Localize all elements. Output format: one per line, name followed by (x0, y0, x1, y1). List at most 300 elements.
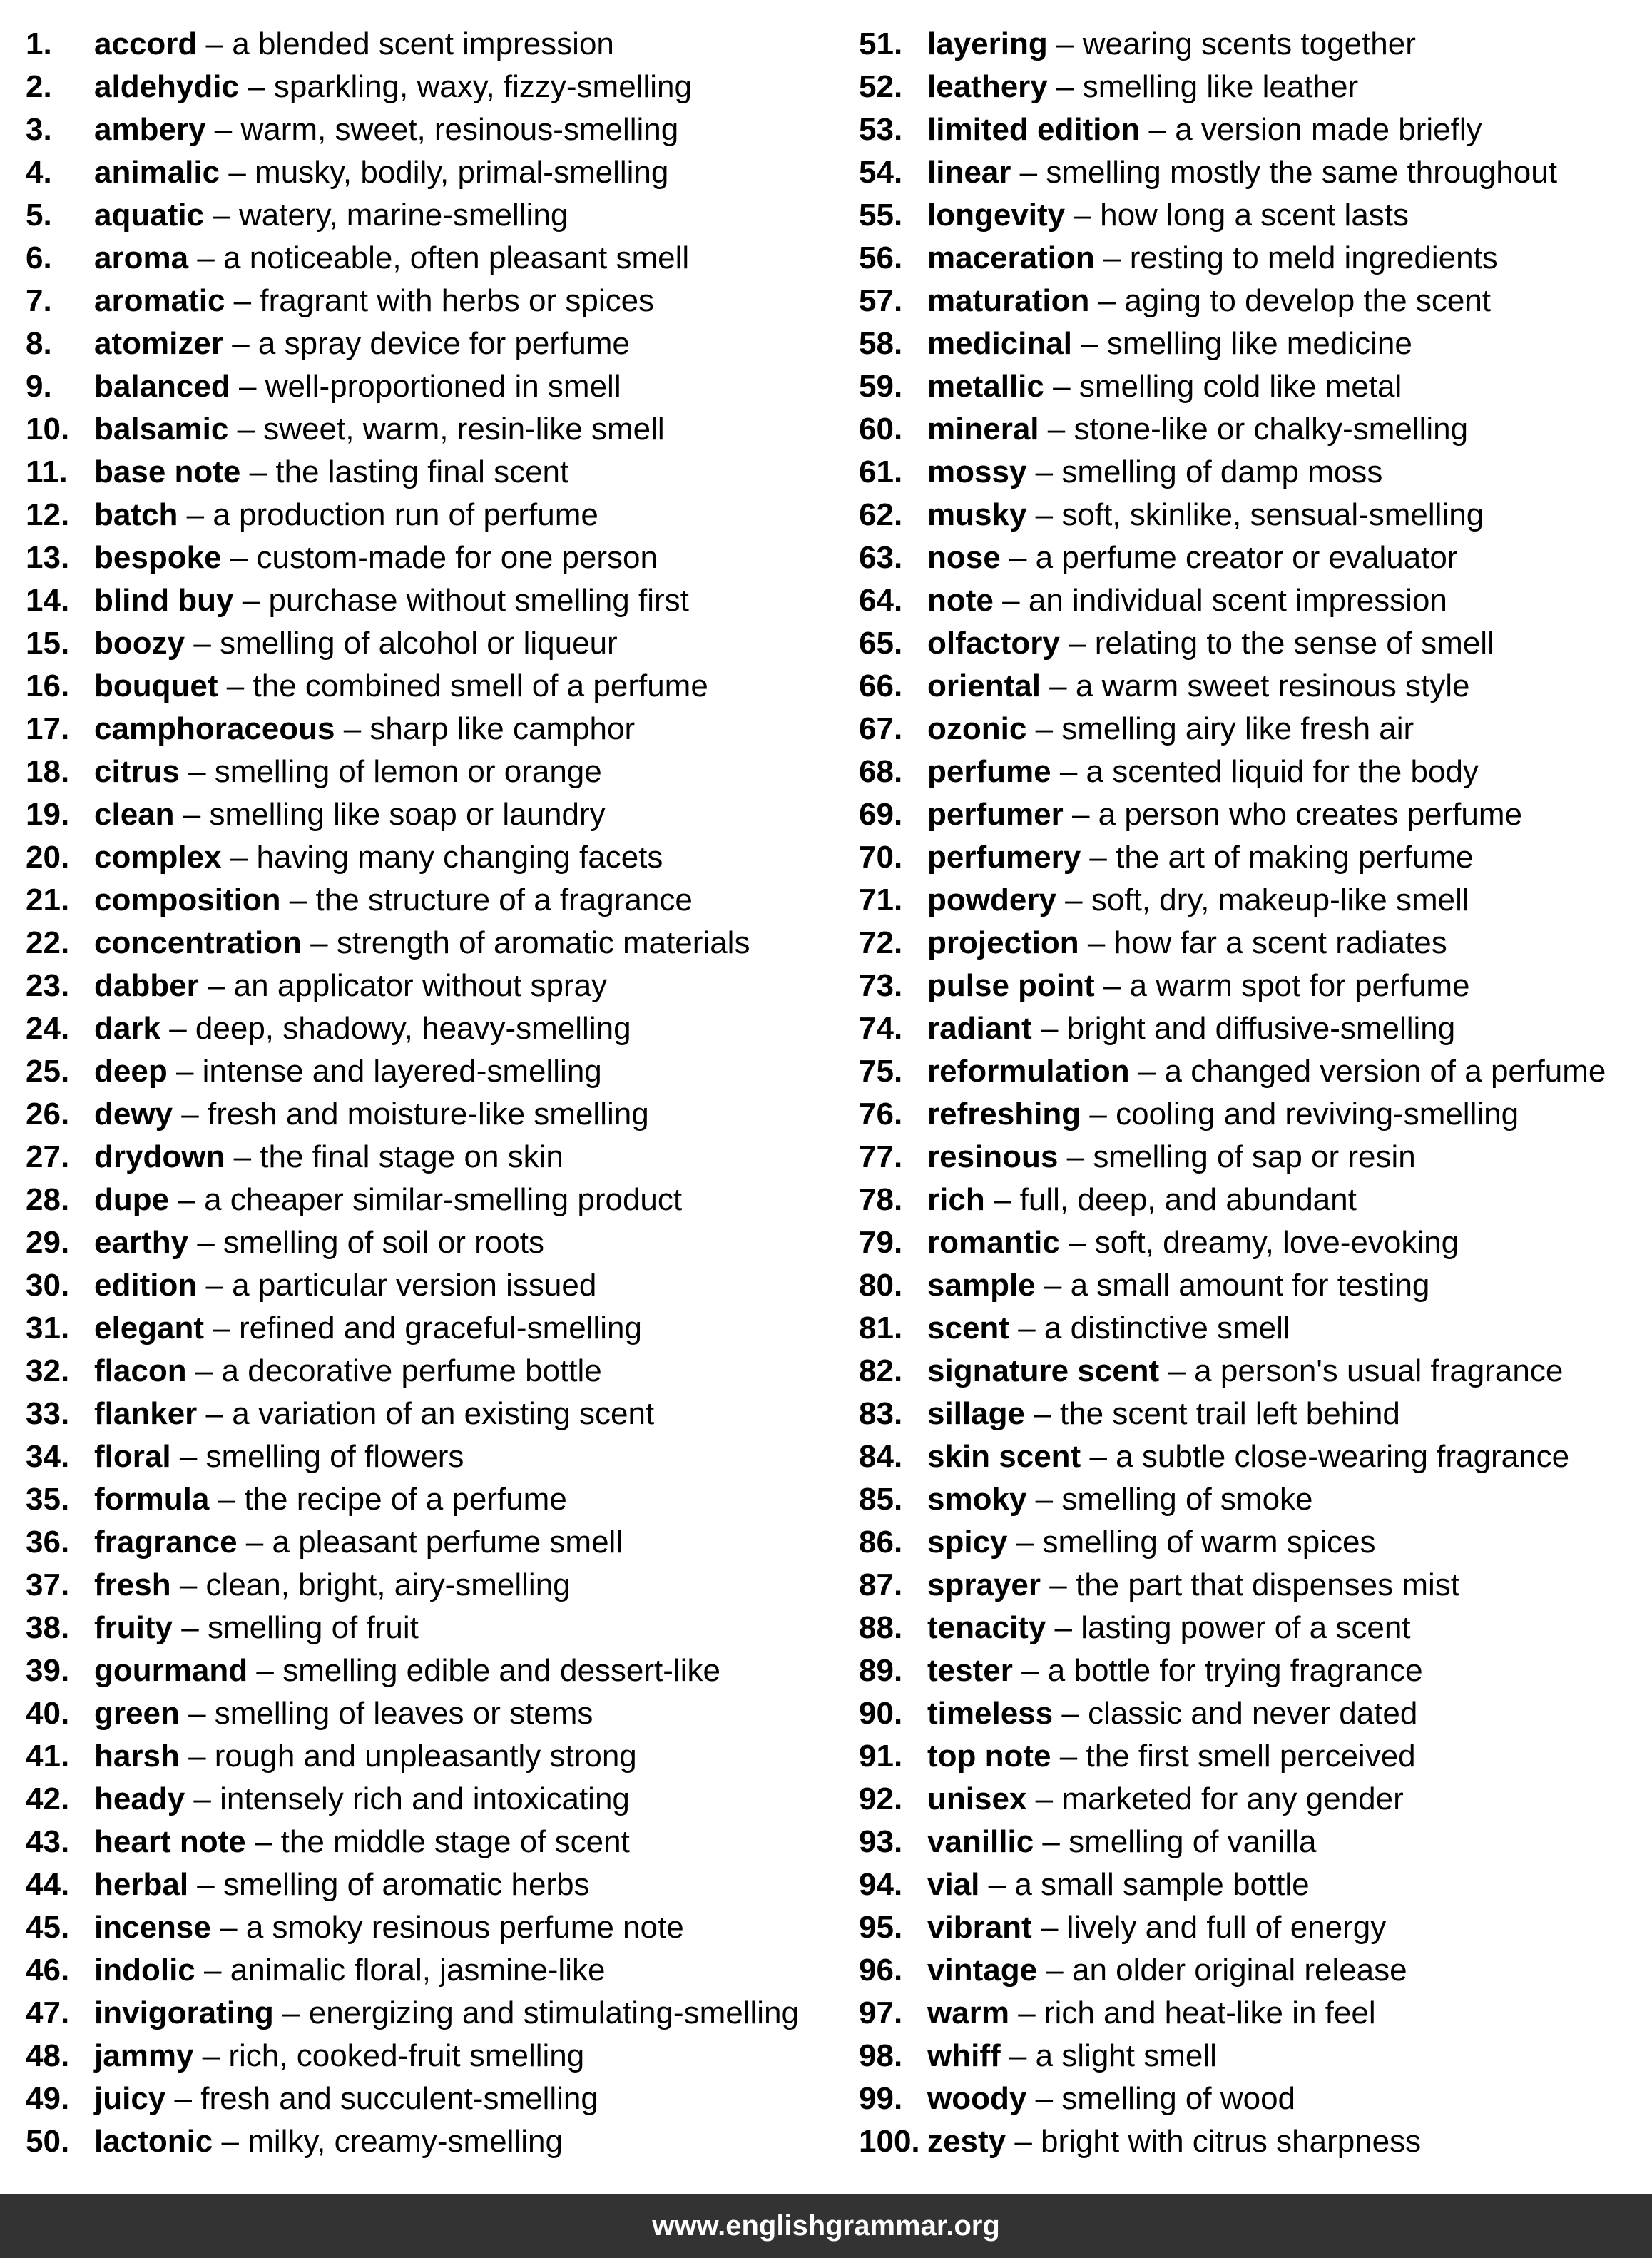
entry-separator: – (1002, 583, 1020, 618)
entry-definition: animalic floral, jasmine-like (230, 1953, 606, 1988)
entry-term: elegant (94, 1311, 205, 1346)
entry-number: 14. (26, 583, 70, 618)
entry-definition: energizing and stimulating-smelling (308, 1995, 799, 2030)
entry-separator: – (195, 1353, 213, 1388)
entry-number: 20. (26, 840, 70, 875)
entry-number: 94. (859, 1867, 903, 1902)
entry-separator: – (254, 1824, 272, 1859)
entry-definition: smelling of lemon or orange (214, 754, 602, 789)
entry-term: base note (94, 454, 241, 489)
entry-number: 55. (859, 198, 903, 233)
entry-definition: smelling of soil or roots (223, 1225, 544, 1260)
entry-term: skin scent (927, 1439, 1081, 1474)
vocabulary-entry (26, 1649, 832, 1692)
entry-definition: sharp like camphor (369, 711, 636, 746)
entry-term: mossy (927, 454, 1027, 489)
entry-term: dewy (94, 1097, 173, 1131)
vocabulary-entry (26, 622, 832, 665)
entry-definition: a distinctive smell (1044, 1311, 1290, 1346)
entry-number: 56. (859, 240, 903, 275)
entry-number: 38. (26, 1610, 70, 1645)
entry-separator: – (1035, 1482, 1054, 1517)
entry-definition: how far a scent radiates (1113, 925, 1447, 960)
entry-term: clean (94, 797, 175, 832)
vocabulary-entry (859, 965, 1651, 1007)
entry-term: tester (927, 1653, 1013, 1688)
entry-term: lactonic (94, 2124, 213, 2159)
vocabulary-entry (859, 708, 1651, 751)
entry-number: 9. (26, 369, 52, 404)
entry-separator: – (188, 1739, 206, 1774)
vocabulary-entry (26, 66, 832, 108)
vocabulary-entry (859, 408, 1651, 451)
vocabulary-entry (26, 1179, 832, 1221)
entry-separator: – (1014, 2124, 1032, 2159)
entry-term: mineral (927, 412, 1039, 447)
entry-number: 36. (26, 1525, 70, 1560)
entry-definition: a person who creates perfume (1098, 797, 1522, 832)
entry-term: accord (94, 26, 198, 61)
entry-definition: sparkling, waxy, fizzy-smelling (273, 69, 692, 104)
entry-separator: – (181, 1610, 199, 1645)
vocabulary-entry (26, 1050, 832, 1093)
entry-definition: smelling of smoke (1061, 1482, 1313, 1517)
entry-separator: – (213, 198, 230, 233)
entry-definition: smelling like soap or laundry (209, 797, 606, 832)
entry-term: unisex (927, 1781, 1027, 1816)
vocabulary-entry (26, 1264, 832, 1307)
vocabulary-entry (859, 1350, 1651, 1393)
vocabulary-entry (26, 1992, 832, 2035)
entry-term: balsamic (94, 412, 229, 447)
vocabulary-entry (859, 1692, 1651, 1735)
entry-definition: fresh and moisture-like smelling (208, 1097, 649, 1131)
entry-separator: – (1081, 326, 1098, 361)
entry-definition: an applicator without spray (233, 968, 608, 1003)
entry-number: 44. (26, 1867, 70, 1902)
entry-separator: – (1049, 668, 1067, 703)
entry-definition: the middle stage of scent (280, 1824, 630, 1859)
entry-definition: warm, sweet, resinous-smelling (240, 112, 679, 147)
entry-definition: clean, bright, airy-smelling (205, 1567, 571, 1602)
vocabulary-entry (859, 836, 1651, 879)
entry-term: maceration (927, 240, 1095, 275)
entry-term: herbal (94, 1867, 189, 1902)
entry-number: 75. (859, 1054, 903, 1089)
entry-definition: rough and unpleasantly strong (214, 1739, 637, 1774)
entry-term: boozy (94, 626, 185, 661)
vocabulary-entry (26, 922, 832, 965)
entry-definition: rich and heat-like in feel (1044, 1995, 1376, 2030)
entry-definition: smelling of flowers (205, 1439, 464, 1474)
vocabulary-entry (26, 2035, 832, 2078)
entry-definition: strength of aromatic materials (336, 925, 750, 960)
vocabulary-entry (859, 1307, 1651, 1350)
entry-definition: smelling cold like metal (1079, 369, 1402, 404)
entry-separator: – (214, 112, 233, 147)
entry-definition: a small sample bottle (1014, 1867, 1310, 1902)
entry-separator: – (1018, 1995, 1036, 2030)
vocabulary-entry (26, 1692, 832, 1735)
vocabulary-entry (859, 194, 1651, 237)
entry-definition: fragrant with herbs or spices (260, 283, 655, 318)
entry-definition: purchase without smelling first (268, 583, 689, 618)
entry-definition: a bottle for trying fragrance (1047, 1653, 1423, 1688)
entry-number: 68. (859, 754, 903, 789)
entry-separator: – (1087, 925, 1106, 960)
entry-definition: a slight smell (1035, 2038, 1217, 2073)
entry-definition: marketed for any gender (1061, 1781, 1404, 1816)
vocabulary-entry (859, 1778, 1651, 1821)
entry-term: formula (94, 1482, 210, 1517)
entry-term: leathery (927, 69, 1048, 104)
vocabulary-entry (859, 2120, 1651, 2163)
entry-definition: a pleasant perfume smell (272, 1525, 623, 1560)
entry-definition: the part that dispenses mist (1075, 1567, 1460, 1602)
entry-definition: milky, creamy-smelling (248, 2124, 563, 2159)
entry-separator: – (1009, 2038, 1027, 2073)
entry-number: 49. (26, 2081, 70, 2116)
entry-number: 1. (26, 26, 52, 61)
entry-separator: – (204, 1953, 222, 1988)
entry-number: 23. (26, 968, 70, 1003)
entry-number: 10. (26, 412, 70, 447)
vocabulary-entry (26, 579, 832, 622)
vocabulary-entry (859, 1521, 1651, 1564)
vocabulary-entry (859, 1564, 1651, 1607)
vocabulary-entry (859, 66, 1651, 108)
vocabulary-entry (26, 451, 832, 494)
entry-term: scent (927, 1311, 1009, 1346)
entry-separator: – (1069, 626, 1086, 661)
vocabulary-entry (26, 1435, 832, 1478)
vocabulary-entry (26, 280, 832, 322)
vocabulary-entry (859, 1136, 1651, 1179)
vocabulary-column-right (859, 23, 1651, 2163)
entry-term: deep (94, 1054, 168, 1089)
entry-definition: smelling of alcohol or liqueur (220, 626, 618, 661)
vocabulary-entry (859, 1821, 1651, 1863)
entry-term: vintage (927, 1953, 1038, 1988)
vocabulary-entry (26, 237, 832, 280)
entry-separator: – (1138, 1054, 1156, 1089)
entry-separator: – (1049, 1567, 1067, 1602)
entry-term: fresh (94, 1567, 171, 1602)
entry-definition: soft, dry, makeup-like smell (1091, 883, 1469, 917)
vocabulary-entry (26, 1906, 832, 1949)
entry-definition: refined and graceful-smelling (239, 1311, 642, 1346)
entry-number: 45. (26, 1910, 70, 1945)
vocabulary-entry (26, 708, 832, 751)
entry-term: edition (94, 1268, 198, 1303)
entry-term: fruity (94, 1610, 173, 1645)
entry-separator: – (230, 540, 248, 575)
entry-separator: – (1089, 840, 1107, 875)
entry-separator: – (197, 1225, 215, 1260)
entry-term: radiant (927, 1011, 1032, 1046)
vocabulary-entry (859, 1264, 1651, 1307)
entry-number: 88. (859, 1610, 903, 1645)
entry-separator: – (256, 1653, 274, 1688)
entry-term: ozonic (927, 711, 1027, 746)
vocabulary-entry (859, 922, 1651, 965)
entry-term: complex (94, 840, 222, 875)
entry-definition: a warm spot for perfume (1129, 968, 1470, 1003)
entry-term: animalic (94, 155, 220, 190)
entry-definition: smelling like leather (1082, 69, 1359, 104)
vocabulary-entry (26, 1821, 832, 1863)
entry-number: 96. (859, 1953, 903, 1988)
entry-definition: a version made briefly (1175, 112, 1482, 147)
entry-number: 28. (26, 1182, 70, 1217)
vocabulary-entry (26, 194, 832, 237)
entry-definition: a noticeable, often pleasant smell (223, 240, 690, 275)
entry-separator: – (1074, 198, 1091, 233)
entry-number: 77. (859, 1139, 903, 1174)
entry-separator: – (310, 925, 328, 960)
entry-definition: sweet, warm, resin-like smell (263, 412, 665, 447)
entry-definition: an older original release (1072, 1953, 1407, 1988)
entry-definition: smelling of leaves or stems (214, 1696, 593, 1731)
entry-term: indolic (94, 1953, 195, 1988)
vocabulary-entry (26, 1735, 832, 1778)
entry-definition: watery, marine-smelling (239, 198, 568, 233)
entry-definition: an individual scent impression (1028, 583, 1447, 618)
entry-separator: – (1148, 112, 1166, 147)
entry-term: incense (94, 1910, 211, 1945)
vocabulary-entry (26, 1007, 832, 1050)
vocabulary-entry (859, 1478, 1651, 1521)
entry-number: 60. (859, 412, 903, 447)
entry-term: reformulation (927, 1054, 1130, 1089)
entry-separator: – (232, 326, 250, 361)
entry-separator: – (181, 1097, 199, 1131)
entry-number: 84. (859, 1439, 903, 1474)
entry-separator: – (230, 840, 248, 875)
entry-separator: – (1066, 1139, 1085, 1174)
vocabulary-entry (859, 536, 1651, 579)
entry-definition: classic and never dated (1088, 1696, 1418, 1731)
entry-number: 71. (859, 883, 903, 917)
entry-term: sample (927, 1268, 1036, 1303)
entry-separator: – (1059, 1739, 1078, 1774)
entry-number: 17. (26, 711, 70, 746)
entry-definition: the lasting final scent (275, 454, 569, 489)
entry-separator: – (1040, 1910, 1059, 1945)
entry-term: flacon (94, 1353, 187, 1388)
entry-definition: a production run of perfume (213, 497, 598, 532)
entry-separator: – (175, 1054, 194, 1089)
entry-definition: relating to the sense of smell (1094, 626, 1494, 661)
entry-term: perfumery (927, 840, 1081, 875)
entry-definition: a decorative perfume bottle (221, 1353, 602, 1388)
entry-number: 92. (859, 1781, 903, 1816)
vocabulary-entry (26, 751, 832, 793)
entry-number: 78. (859, 1182, 903, 1217)
entry-separator: – (1021, 1653, 1039, 1688)
entry-definition: the combined smell of a perfume (253, 668, 708, 703)
entry-term: concentration (94, 925, 302, 960)
vocabulary-entry (859, 1735, 1651, 1778)
entry-definition: stone-like or chalky-smelling (1074, 412, 1469, 447)
entry-definition: a particular version issued (232, 1268, 597, 1303)
entry-term: sprayer (927, 1567, 1041, 1602)
entry-separator: – (1168, 1353, 1186, 1388)
entry-number: 3. (26, 112, 52, 147)
entry-separator: – (213, 1311, 230, 1346)
entry-definition: full, deep, and abundant (1019, 1182, 1357, 1217)
entry-number: 41. (26, 1739, 70, 1774)
entry-separator: – (1056, 69, 1074, 104)
entry-number: 63. (859, 540, 903, 575)
entry-number: 53. (859, 112, 903, 147)
entry-definition: soft, skinlike, sensual-smelling (1061, 497, 1484, 532)
entry-separator: – (1089, 1097, 1107, 1131)
entry-separator: – (188, 1696, 206, 1731)
vocabulary-entry (859, 1221, 1651, 1264)
entry-number: 51. (859, 26, 903, 61)
entry-separator: – (1034, 1396, 1051, 1431)
entry-separator: – (1035, 711, 1054, 746)
entry-separator: – (1061, 1696, 1079, 1731)
entry-definition: the final stage on skin (260, 1139, 564, 1174)
entry-number: 26. (26, 1097, 70, 1131)
entry-separator: – (1035, 2081, 1054, 2116)
entry-term: floral (94, 1439, 171, 1474)
entry-definition: soft, dreamy, love-evoking (1094, 1225, 1459, 1260)
entry-term: top note (927, 1739, 1051, 1774)
entry-definition: smelling of fruit (207, 1610, 419, 1645)
entry-separator: – (205, 26, 224, 61)
entry-number: 90. (859, 1696, 903, 1731)
entry-separator: – (1056, 26, 1074, 61)
vocabulary-entry (26, 1863, 832, 1906)
entry-term: camphoraceous (94, 711, 335, 746)
entry-term: oriental (927, 668, 1041, 703)
entry-separator: – (193, 1781, 211, 1816)
vocabulary-entry (859, 322, 1651, 365)
entry-number: 73. (859, 968, 903, 1003)
vocabulary-entry (26, 2078, 832, 2120)
entry-number: 57. (859, 283, 903, 318)
entry-number: 5. (26, 198, 52, 233)
entry-term: limited edition (927, 112, 1141, 147)
entry-definition: smelling edible and dessert-like (282, 1653, 720, 1688)
entry-number: 30. (26, 1268, 70, 1303)
entry-term: dabber (94, 968, 199, 1003)
entry-number: 12. (26, 497, 70, 532)
entry-definition: a spray device for perfume (258, 326, 630, 361)
entry-separator: – (1065, 883, 1083, 917)
entry-number: 18. (26, 754, 70, 789)
vocabulary-entry (859, 2078, 1651, 2120)
entry-term: perfumer (927, 797, 1064, 832)
entry-number: 69. (859, 797, 903, 832)
entry-separator: – (238, 369, 257, 404)
entry-separator: – (183, 797, 201, 832)
entry-separator: – (202, 2038, 220, 2073)
entry-separator: – (174, 2081, 192, 2116)
entry-term: metallic (927, 369, 1044, 404)
entry-separator: – (218, 1482, 236, 1517)
entry-definition: resting to meld ingredients (1129, 240, 1498, 275)
entry-definition: smelling of wood (1061, 2081, 1296, 2116)
vocabulary-entry (26, 1607, 832, 1649)
entry-separator: – (1019, 155, 1038, 190)
entry-term: bouquet (94, 668, 218, 703)
entry-term: green (94, 1696, 180, 1731)
entry-definition: smelling of warm spices (1042, 1525, 1376, 1560)
entry-term: jammy (94, 2038, 194, 2073)
entry-separator: – (289, 883, 307, 917)
vocabulary-entry (26, 23, 832, 66)
entry-number: 25. (26, 1054, 70, 1089)
entry-term: linear (927, 155, 1011, 190)
entry-term: aromatic (94, 283, 225, 318)
footer-url[interactable]: www.englishgrammar.org (652, 2209, 1000, 2242)
vocabulary-entry (26, 365, 832, 408)
vocabulary-entry (26, 1350, 832, 1393)
entry-number: 86. (859, 1525, 903, 1560)
entry-separator: – (282, 1995, 300, 2030)
entry-number: 97. (859, 1995, 903, 2030)
vocabulary-entry (859, 579, 1651, 622)
entry-definition: smelling of aromatic herbs (223, 1867, 590, 1902)
entry-term: sillage (927, 1396, 1025, 1431)
entry-number: 61. (859, 454, 903, 489)
entry-definition: the art of making perfume (1116, 840, 1474, 875)
entry-definition: smelling of damp moss (1061, 454, 1383, 489)
entry-separator: – (1035, 454, 1054, 489)
entry-term: musky (927, 497, 1027, 532)
entry-number: 34. (26, 1439, 70, 1474)
vocabulary-entry (859, 793, 1651, 836)
entry-separator: – (237, 412, 255, 447)
entry-term: medicinal (927, 326, 1072, 361)
entry-term: composition (94, 883, 281, 917)
vocabulary-entry (859, 1050, 1651, 1093)
vocabulary-entry (859, 151, 1651, 194)
entry-definition: a perfume creator or evaluator (1035, 540, 1458, 575)
entry-term: dark (94, 1011, 160, 1046)
entry-separator: – (1071, 797, 1090, 832)
entry-term: vanillic (927, 1824, 1034, 1859)
entry-definition: intensely rich and intoxicating (220, 1781, 630, 1816)
entry-separator: – (205, 1396, 224, 1431)
entry-definition: smelling of sap or resin (1093, 1139, 1416, 1174)
entry-separator: – (242, 583, 260, 618)
entry-number: 82. (859, 1353, 903, 1388)
entry-term: dupe (94, 1182, 170, 1217)
entry-separator: – (207, 968, 225, 1003)
vocabulary-entry (26, 1478, 832, 1521)
footer-bar (0, 2194, 1652, 2258)
vocabulary-entry (26, 1564, 832, 1607)
vocabulary-entry (26, 1949, 832, 1992)
entry-separator: – (1040, 1011, 1059, 1046)
entry-number: 95. (859, 1910, 903, 1945)
entry-term: spicy (927, 1525, 1008, 1560)
entry-term: warm (927, 1995, 1009, 2030)
vocabulary-entry (859, 237, 1651, 280)
entry-term: whiff (927, 2038, 1001, 2073)
entry-separator: – (1009, 540, 1027, 575)
entry-definition: smelling mostly the same throughout (1046, 155, 1557, 190)
entry-term: fragrance (94, 1525, 238, 1560)
vocabulary-entry (26, 879, 832, 922)
entry-number: 42. (26, 1781, 70, 1816)
entry-term: pulse point (927, 968, 1095, 1003)
